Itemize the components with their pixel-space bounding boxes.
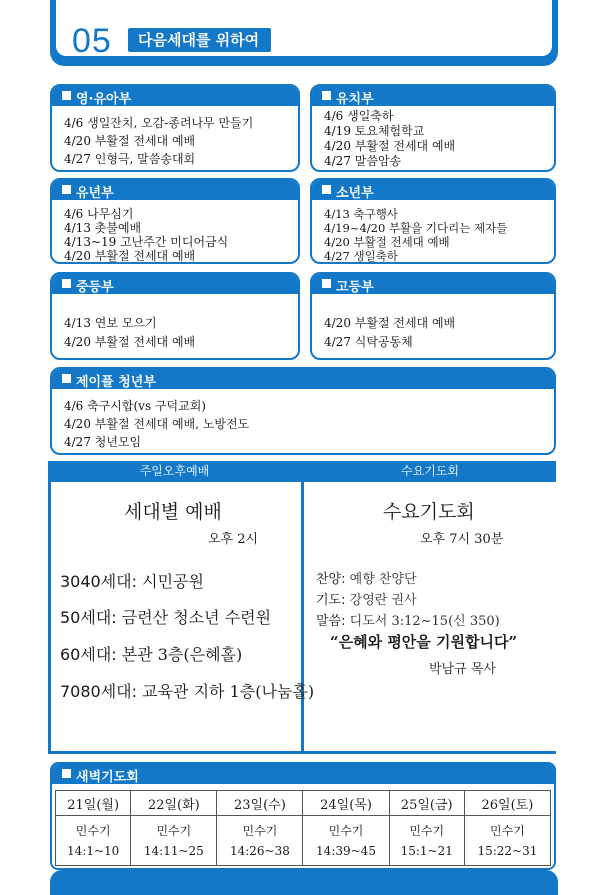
list-item: 4/6 나무심기 [64, 207, 134, 221]
square-bullet-icon [62, 374, 71, 383]
verse-range: 14:26~38 [229, 843, 290, 858]
detail-value: 디도서 3:12~15(신 350) [349, 614, 500, 629]
generation-place: 교육관 지하 1층(나눔홀) [142, 682, 315, 701]
wednesday-service-header: 수요기도회 [304, 461, 556, 482]
footer-band [50, 870, 558, 895]
header-band [50, 0, 558, 66]
dept-title: 고등부 [336, 280, 374, 295]
preacher-name: 박남규 목사 [429, 662, 496, 677]
table-row [56, 791, 551, 816]
square-bullet-icon [62, 185, 71, 194]
kindergarten-dept-box [310, 84, 556, 172]
square-bullet-icon [62, 769, 71, 778]
dept-title: 중등부 [76, 280, 114, 295]
square-bullet-icon [62, 279, 71, 288]
detail-label: 말씀: [316, 614, 346, 629]
book-name: 민수기 [156, 823, 192, 838]
detail-label: 찬양: [316, 572, 346, 587]
generation-place: 시민공원 [142, 572, 204, 591]
detail-value: 강영란 권사 [349, 593, 417, 608]
list-item: 4/13 촛불예배 [64, 221, 142, 235]
dept-title: 소년부 [336, 186, 374, 201]
detail-row [316, 611, 500, 632]
list-item: 4/20 부활절 전세대 예배 [324, 139, 456, 153]
generation-label: 60세대: [60, 645, 117, 664]
square-bullet-icon [322, 279, 331, 288]
dept-title: 제이플 청년부 [76, 375, 156, 390]
scripture-cell [464, 816, 550, 866]
book-name: 민수기 [409, 823, 445, 838]
list-item: 4/20 부활절 전세대 예배 [64, 134, 196, 148]
youth-dept-box [310, 178, 556, 264]
list-item: 4/13~19 고난주간 미디어금식 [64, 235, 229, 249]
day-header: 22일(화) [131, 791, 217, 816]
day-header: 21일(월) [56, 791, 131, 816]
list-item: 4/20 부활절 전세대 예배 [324, 316, 456, 330]
book-name: 민수기 [490, 823, 525, 838]
section-title: 다음세대를 위하여 [128, 28, 271, 52]
verse-range: 15:1~21 [400, 843, 453, 858]
list-item: 4/13 축구행사 [324, 207, 398, 221]
wednesday-service-title: 수요기도회 [383, 501, 475, 523]
dept-title: 영·유아부 [76, 92, 132, 107]
list-item: 4/13 연보 모으기 [64, 316, 157, 330]
scripture-cell [217, 816, 303, 866]
list-item: 4/27 인형극, 말씀송대회 [64, 152, 196, 166]
square-bullet-icon [62, 91, 71, 100]
generation-place: 금련산 청소년 수련원 [121, 608, 272, 627]
verse-range: 14:11~25 [143, 843, 204, 858]
list-item: 4/27 말씀암송 [324, 154, 402, 168]
scripture-cell [131, 816, 217, 866]
generation-row [60, 569, 204, 592]
dawn-prayer-table [55, 790, 551, 866]
dawn-prayer-box [50, 762, 556, 870]
book-name: 민수기 [242, 823, 278, 838]
list-item: 4/27 생일축하 [324, 249, 398, 263]
day-header: 23일(수) [217, 791, 303, 816]
list-item: 4/20 부활절 전세대 예배 [64, 335, 196, 349]
worship-section [48, 461, 556, 754]
scripture-cell [303, 816, 389, 866]
generation-row [60, 605, 271, 628]
dept-title: 유치부 [336, 92, 374, 107]
list-item: 4/19 토요체험학교 [324, 124, 425, 138]
detail-row [316, 569, 500, 590]
wednesday-service-time: 오후 7시 30분 [420, 532, 504, 547]
generation-label: 3040세대: [60, 572, 138, 591]
generation-label: 50세대: [60, 608, 117, 627]
high-dept-box [310, 272, 556, 360]
day-header: 24일(목) [303, 791, 389, 816]
young-adult-dept-box [50, 367, 556, 455]
square-bullet-icon [322, 185, 331, 194]
square-bullet-icon [322, 91, 331, 100]
generation-label: 7080세대: [60, 682, 138, 701]
dept-title: 유년부 [76, 186, 114, 201]
detail-value: 예향 찬양단 [349, 572, 417, 587]
detail-label: 기도: [316, 593, 346, 608]
day-header: 26일(토) [464, 791, 550, 816]
middle-dept-box [50, 272, 300, 360]
wednesday-details [316, 569, 500, 632]
generation-row [60, 642, 242, 665]
verse-range: 15:22~31 [477, 843, 538, 858]
section-number: 05 [72, 22, 112, 60]
book-name: 민수기 [75, 823, 111, 838]
table-row [56, 816, 551, 866]
list-item: 4/19~4/20 부활을 기다리는 제자들 [324, 221, 508, 235]
list-item: 4/27 식탁공동체 [324, 335, 413, 349]
verse-range: 14:39~45 [316, 843, 376, 858]
detail-row [316, 590, 500, 611]
child-dept-box [50, 178, 300, 264]
dawn-prayer-title: 새벽기도회 [76, 770, 139, 785]
generation-row [60, 679, 314, 702]
day-header: 25일(금) [389, 791, 464, 816]
list-item: 4/6 생일잔치, 오감-종려나무 만들기 [64, 116, 254, 130]
list-item: 4/20 부활절 전세대 예배, 노방전도 [64, 417, 250, 431]
sunday-service-header: 주일오후예배 [48, 461, 301, 482]
generation-place: 본관 3층(은혜홀) [121, 645, 243, 664]
list-item: 4/6 생일축하 [324, 109, 394, 123]
verse-range: 14:1~10 [67, 843, 120, 858]
sunday-service-title: 세대별 예배 [124, 501, 222, 523]
list-item: 4/20 부활절 전세대 예배 [324, 235, 450, 249]
infant-dept-box [50, 84, 300, 172]
sunday-service-time: 오후 2시 [208, 532, 259, 547]
book-name: 민수기 [328, 823, 364, 838]
list-item: 4/6 축구시합(vs 구덕교회) [64, 399, 206, 413]
list-item: 4/27 청년모임 [64, 435, 142, 449]
list-item: 4/20 부활절 전세대 예배 [64, 249, 196, 263]
sermon-title: “은혜와 평안을 기원합니다” [330, 633, 518, 651]
scripture-cell [56, 816, 131, 866]
scripture-cell [389, 816, 464, 866]
